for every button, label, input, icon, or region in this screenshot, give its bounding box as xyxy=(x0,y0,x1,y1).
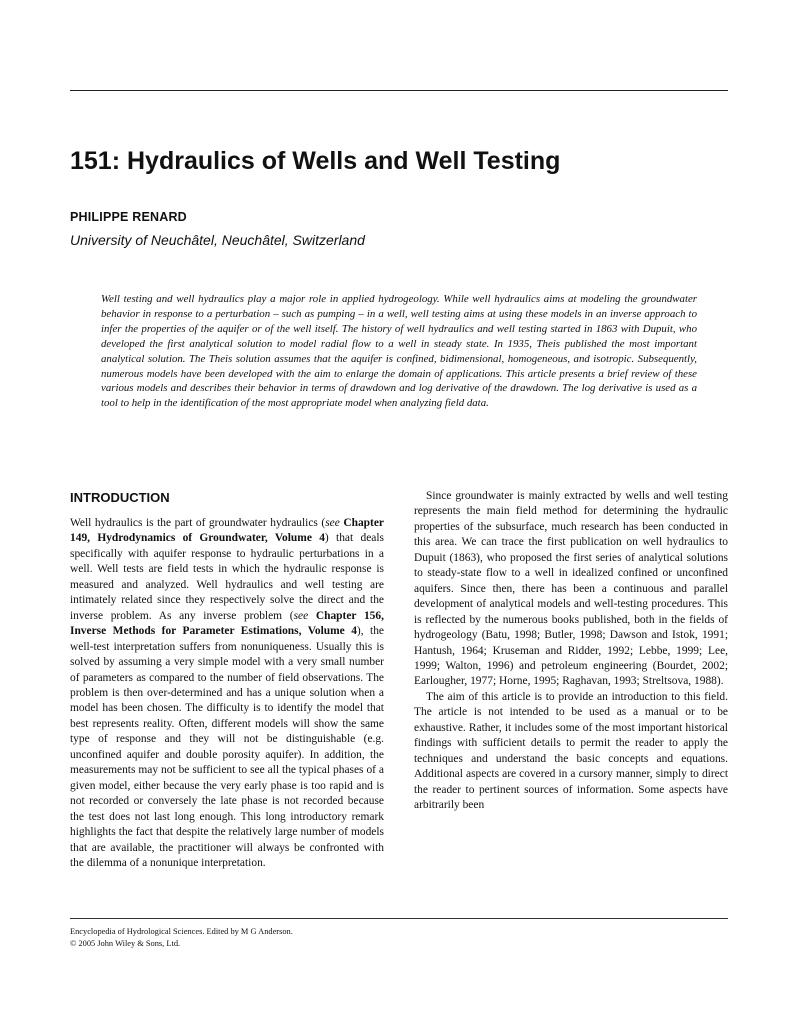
body-column-right xyxy=(414,489,728,814)
footer-copyright: © 2005 John Wiley & Sons, Ltd. xyxy=(70,938,181,948)
footer-rule xyxy=(70,918,728,919)
footer xyxy=(70,926,293,949)
cross-reference-chapter-156[interactable]: Chapter 156, Inverse Methods for Parameter Estimations, Volume 4 xyxy=(70,609,384,638)
intro-paragraph-2: Since groundwater is mainly extracted by wells and well testing represents the main field method for determining the hydraulic properties of the subsurface, much research has been conducted in this area. We can trace the first publication on well hydraulics to Dupuit (1863), who proposed the first series of analytical solutions to steady-state flow to a well in idealized confined or unconfined aquifers. Since then, there has been a continuous and parallel development of analytical models and well-testing procedures. This is reflected by the numerous books published, both in the fields of hydrogeology (Batu, 1998; Butler, 1998; Dawson and Istok, 1991; Hantush, 1964; Kruseman and Ridder, 1992; Lebbe, 1999; Lee, 1999; Walton, 1996) and petroleum engineering (Bourdet, 2002; Earlougher, 1977; Horne, 1995; Raghavan, 1993; Streltsova, 1988). xyxy=(414,490,728,688)
cross-reference-chapter-149[interactable]: Chapter 149, Hydrodynamics of Groundwater, Volume 4 xyxy=(70,517,384,545)
see-keyword: see xyxy=(293,609,309,622)
author-name: PHILIPPE RENARD xyxy=(70,210,187,224)
paragraph-text: Well hydraulics is the part of groundwater hydraulics ( xyxy=(70,517,326,529)
intro-paragraph-3: The aim of this article is to provide an introduction to this field. The article is not intended to be used as a manual or to be exhaustive. Rather, it includes some of the most important historical findings with sufficient details to permit the reader to apply the techniques and understand the basic concepts and equations. Additional aspects are covered in a cursory manner, simply to direct the reader to pertinent sources of information. Some aspects have arbitrarily been xyxy=(414,690,728,812)
footer-citation: Encyclopedia of Hydrological Sciences. Edited by M G Anderson. xyxy=(70,927,293,936)
paragraph-text: ) that deals specifically with aquifer response to hydraulic perturbations in a well. Well tests are field tests in which the hydraulic response is measured and analyzed. Well hydraulics and well testing are intimately related since they respectively solve the direct and the inverse problem. As any inverse problem ( xyxy=(70,532,384,622)
body-column-left xyxy=(70,489,384,871)
section-heading-introduction: INTRODUCTION xyxy=(70,490,170,505)
paragraph-text: ), the well-test interpretation suffers from nonuniqueness. Usually this is solved by assuming a very simple model with a very small number of parameters as compared to the number of field observations. The problem is then over-determined and has a unique solution when a model has been chosen. The difficulty is to identify the model that best represents reality. Often, different models will show the same type of response and they will not be distinguishable (e.g. unconfined aquifer and double porosity aquifer). In addition, the measurements may not be sufficient to see all the typical phases of a given model, either because the very early phase is too rapid and is not recorded or conversely the late phase is not recorded because the test does not last long enough. This long introductory remark highlights the fact that despite the relatively large number of models that are available, the practitioner will always be confronted with the dilemma of a nonunique interpretation. xyxy=(70,625,384,869)
author-affiliation: University of Neuchâtel, Neuchâtel, Switzerland xyxy=(70,232,365,248)
top-rule xyxy=(70,90,728,91)
chapter-title: 151: Hydraulics of Wells and Well Testing xyxy=(70,147,561,175)
see-keyword: see xyxy=(325,517,340,529)
intro-paragraph-1 xyxy=(70,516,384,871)
abstract: Well testing and well hydraulics play a major role in applied hydrogeology. While well hydraulics aims at modeling the groundwater behavior in response to a perturbation – such as pumping – in a well, well testing aims at using these models in an inverse approach to infer the properties of the aquifer or of the well itself. The history of well hydraulics and well testing started in 1863 with Dupuit, who developed the first analytical solution to model radial flow to a well in steady state. In 1935, Theis published the most important analytical solution. The Theis solution assumes that the aquifer is confined, bidimensional, homogeneous, and isotropic. Subsequently, numerous models have been developed with the aim to enlarge the domain of applications. This article presents a brief review of these various models and describes their behavior in terms of drawdown and log derivative of the drawdown. The log derivative is used as a tool to help in the identification of the most appropriate model when analyzing field data. xyxy=(101,293,697,410)
